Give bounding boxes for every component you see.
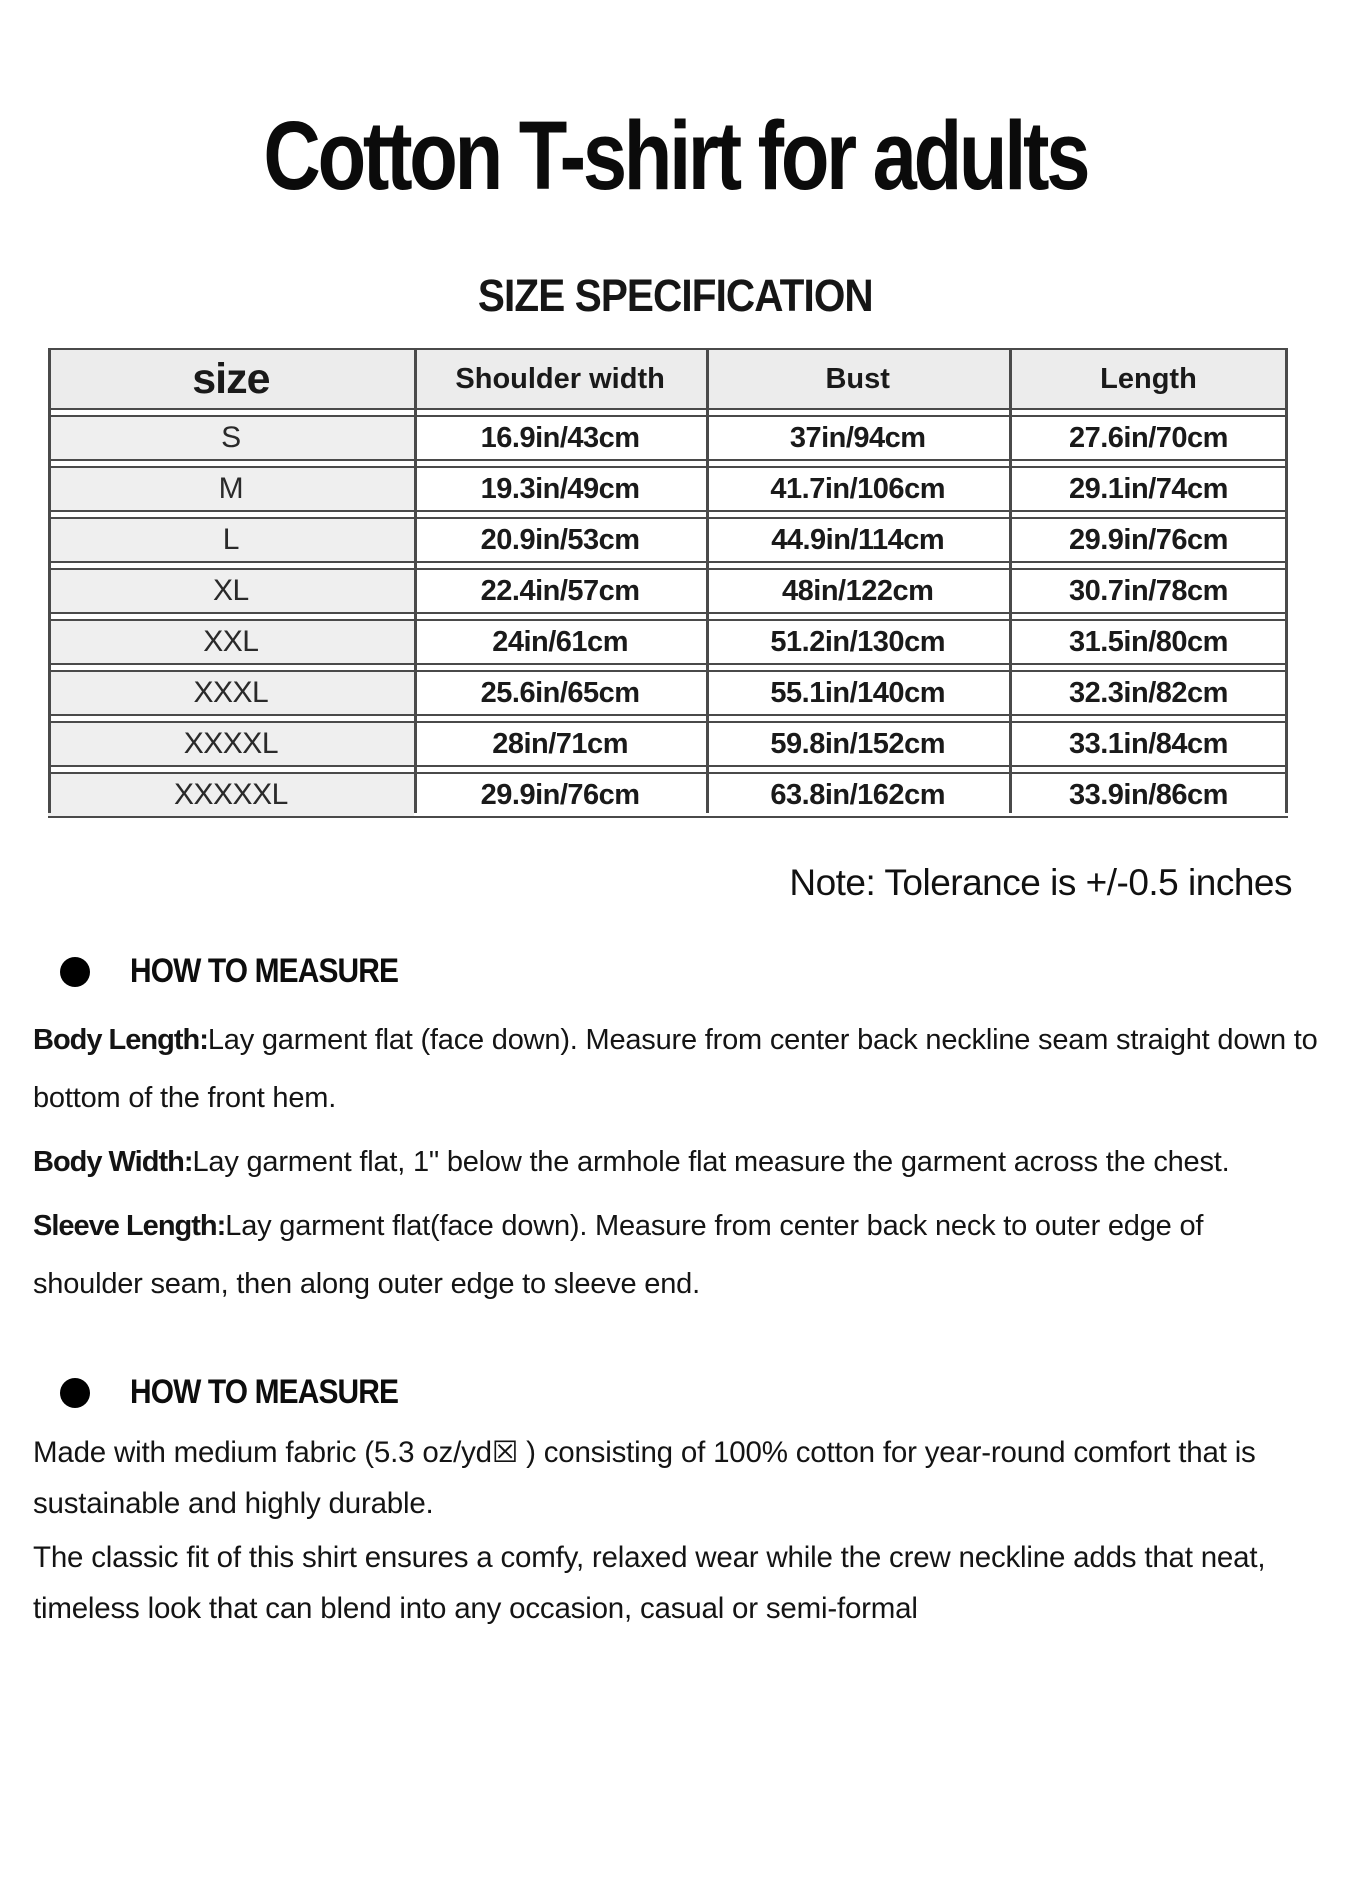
table-border-left — [48, 348, 51, 813]
table-divider-1 — [414, 348, 417, 813]
cell-length: 29.9in/76cm — [1009, 517, 1288, 563]
size-spec-table — [48, 348, 1288, 818]
body-length-label: Body Length: — [33, 1024, 208, 1056]
size-spec-heading — [0, 270, 1350, 322]
cell-size: XXXXL — [48, 721, 414, 767]
cell-shoulder: 29.9in/76cm — [414, 772, 707, 818]
table-divider-3 — [1009, 348, 1012, 813]
cell-shoulder: 19.3in/49cm — [414, 466, 707, 512]
cell-shoulder: 25.6in/65cm — [414, 670, 707, 716]
cell-length: 32.3in/82cm — [1009, 670, 1288, 716]
bullet-dot-icon — [60, 1378, 90, 1408]
table-row-xl — [48, 568, 1288, 614]
cell-length: 30.7in/78cm — [1009, 568, 1288, 614]
how-to-measure-heading-2 — [60, 1373, 1350, 1412]
table-row-xxxl — [48, 670, 1288, 716]
cell-size: XXXL — [48, 670, 414, 716]
bullet-dot-icon — [60, 957, 90, 987]
table-header-row — [48, 348, 1288, 410]
cell-size: XXXXXL — [48, 772, 414, 818]
cell-length: 31.5in/80cm — [1009, 619, 1288, 665]
sleeve-length-label: Sleeve Length: — [33, 1210, 226, 1242]
fabric-paragraph: Made with medium fabric (5.3 oz/yd☒ ) consisting of 100% cotton for year-round comfort that is sustainable and highly durable. — [33, 1436, 1256, 1520]
cell-bust: 59.8in/152cm — [706, 721, 1009, 767]
cell-shoulder: 28in/71cm — [414, 721, 707, 767]
body-length-text: Lay garment flat (face down). Measure from center back neckline seam straight down to bottom of the front hem. — [33, 1024, 1318, 1114]
table-row-l — [48, 517, 1288, 563]
body-width-label: Body Width: — [33, 1146, 193, 1178]
body-width-text: Lay garment flat, 1" below the armhole flat measure the garment across the chest. — [192, 1146, 1230, 1178]
cell-bust: 44.9in/114cm — [706, 517, 1009, 563]
how-to-measure-label: HOW TO MEASURE — [130, 1373, 399, 1411]
size-spec-heading-text: SIZE SPECIFICATION — [477, 270, 873, 321]
cell-length: 33.1in/84cm — [1009, 721, 1288, 767]
cell-shoulder: 20.9in/53cm — [414, 517, 707, 563]
tolerance-note: Note: Tolerance is +/-0.5 inches — [789, 862, 1292, 903]
how-to-measure-heading-1 — [60, 952, 1350, 991]
cell-shoulder: 16.9in/43cm — [414, 415, 707, 461]
table-row-m — [48, 466, 1288, 512]
fabric-description — [33, 1428, 1320, 1635]
body-width-paragraph — [33, 1133, 1320, 1191]
cell-shoulder: 24in/61cm — [414, 619, 707, 665]
table-border-right — [1285, 348, 1288, 813]
cell-bust: 63.8in/162cm — [706, 772, 1009, 818]
column-header-shoulder: Shoulder width — [414, 348, 707, 410]
cell-bust: 51.2in/130cm — [706, 619, 1009, 665]
table-row-xxxxl — [48, 721, 1288, 767]
fit-paragraph: The classic fit of this shirt ensures a comfy, relaxed wear while the crew neckline adds that neat, timeless look that can blend into any occasion, casual or semi-formal — [33, 1541, 1266, 1626]
cell-length: 33.9in/86cm — [1009, 772, 1288, 818]
cell-size: L — [48, 517, 414, 563]
table-divider-2 — [706, 348, 709, 813]
measure-instructions — [33, 1011, 1320, 1313]
body-length-paragraph — [33, 1011, 1320, 1127]
sleeve-length-text: Lay garment flat(face down). Measure from center back neck to outer edge of shoulder seam, then along outer edge to sleeve end. — [33, 1210, 1204, 1300]
column-header-length: Length — [1009, 348, 1288, 410]
page-title — [0, 100, 1350, 212]
cell-shoulder: 22.4in/57cm — [414, 568, 707, 614]
table-row-xxxxxl — [48, 772, 1288, 818]
cell-bust: 48in/122cm — [706, 568, 1009, 614]
page-title-text: Cotton T-shirt for adults — [263, 101, 1087, 210]
table-row-xxl — [48, 619, 1288, 665]
cell-bust: 55.1in/140cm — [706, 670, 1009, 716]
cell-size: XXL — [48, 619, 414, 665]
cell-size: XL — [48, 568, 414, 614]
cell-bust: 37in/94cm — [706, 415, 1009, 461]
sleeve-length-paragraph — [33, 1197, 1320, 1313]
cell-length: 29.1in/74cm — [1009, 466, 1288, 512]
how-to-measure-label: HOW TO MEASURE — [130, 952, 399, 990]
column-header-bust: Bust — [706, 348, 1009, 410]
cell-size: S — [48, 415, 414, 461]
table-row-s — [48, 415, 1288, 461]
cell-bust: 41.7in/106cm — [706, 466, 1009, 512]
cell-size: M — [48, 466, 414, 512]
cell-length: 27.6in/70cm — [1009, 415, 1288, 461]
column-header-size: size — [48, 348, 414, 410]
